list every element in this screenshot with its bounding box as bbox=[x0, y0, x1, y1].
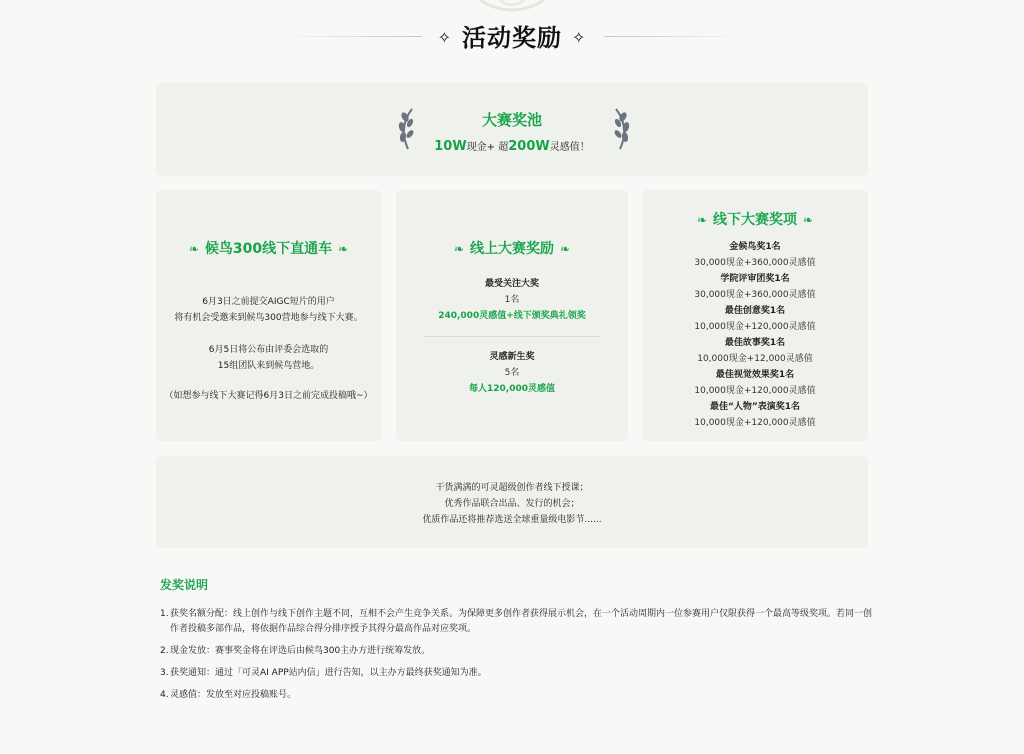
award-notes-list bbox=[160, 607, 872, 703]
laurel-icon bbox=[396, 107, 416, 151]
divider bbox=[424, 336, 600, 337]
award-prize: 每人120,000灵感值 bbox=[469, 384, 555, 394]
award-name: 灵感新生奖 bbox=[489, 352, 535, 362]
desc-line: 6月3日之前提交AIGC短片的用户 bbox=[202, 297, 335, 307]
award-notes-title: 发奖说明 bbox=[160, 578, 209, 592]
award-group bbox=[396, 276, 628, 324]
offline-pass-desc-1 bbox=[156, 294, 381, 326]
award-count: 5名 bbox=[504, 368, 520, 378]
online-awards-card bbox=[396, 190, 628, 441]
offline-awards-list bbox=[642, 239, 868, 431]
sparkle-icon: ✧ bbox=[572, 28, 587, 47]
award-prize: 30,000现金+360,000灵感值 bbox=[694, 258, 816, 268]
list-item-text: 获奖通知：通过「可灵AI APP站内信」进行告知，以主办方最终获奖通知为准。 bbox=[170, 668, 487, 678]
list-item-text: 获奖名额分配：线上创作与线下创作主题不同，互相不会产生竞争关系。为保障更多创作者获得展示机会，在一个活动周期内一位参赛用户仅限获得一个最高等级奖项。若同一创作者投稿多部作品，将依据作品综合得分排序授予其得分最高作品对应奖项。 bbox=[170, 609, 873, 634]
offline-awards-card bbox=[642, 190, 868, 441]
sparkle-icon: ✧ bbox=[437, 28, 452, 47]
list-item-text: 灵感值：发放至对应投稿账号。 bbox=[170, 690, 297, 700]
prize-points-amount: 200W bbox=[508, 139, 550, 154]
award-name: 金候鸟奖1名 bbox=[729, 242, 781, 252]
benefit-line: 优质作品还将推荐选送全球重量级电影节...... bbox=[422, 515, 602, 525]
award-notes bbox=[160, 576, 872, 710]
award-count: 1名 bbox=[504, 295, 520, 305]
desc-line: 6月5日将公布由评委会选取的 bbox=[208, 345, 329, 355]
benefit-line: 优秀作品联合出品、发行的机会； bbox=[444, 499, 580, 509]
offline-pass-note: （如想参与线下大赛记得6月3日之前完成投稿哦~） bbox=[164, 391, 373, 401]
award-name: 最佳“人物”表演奖1名 bbox=[709, 402, 801, 412]
list-item bbox=[160, 666, 872, 681]
prize-text-b: 灵感值！ bbox=[549, 142, 590, 153]
offline-awards-title bbox=[642, 209, 868, 229]
desc-line: 15组团队来到候鸟营地。 bbox=[217, 361, 320, 371]
prize-pool-subtitle bbox=[156, 138, 868, 154]
leaf-icon: ❧ bbox=[560, 242, 571, 256]
leaf-icon: ❧ bbox=[453, 242, 464, 256]
list-item-number: 3. bbox=[160, 668, 169, 678]
award-name: 最佳创意奖1名 bbox=[724, 306, 786, 316]
leaf-icon: ❧ bbox=[696, 213, 707, 227]
list-item bbox=[160, 688, 872, 703]
prize-cash-amount: 10W bbox=[434, 139, 467, 154]
award-prize: 10,000现金+12,000灵感值 bbox=[697, 354, 813, 364]
award-prize: 10,000现金+120,000灵感值 bbox=[694, 322, 816, 332]
online-awards-title-text: 线上大赛奖励 bbox=[470, 241, 554, 257]
prize-pool-card bbox=[156, 83, 868, 176]
award-prize: 240,000灵感值+线下颁奖典礼领奖 bbox=[438, 311, 586, 321]
section-title bbox=[0, 18, 1024, 53]
list-item bbox=[160, 644, 872, 659]
award-name: 最佳视觉效果奖1名 bbox=[715, 370, 795, 380]
desc-line: 将有机会受邀来到候鸟300营地参与线下大赛。 bbox=[174, 313, 363, 323]
award-prize: 10,000现金+120,000灵感值 bbox=[694, 418, 816, 428]
award-name: 最佳故事奖1名 bbox=[724, 338, 786, 348]
leaf-icon: ❧ bbox=[338, 242, 349, 256]
list-item-text: 现金发放：赛事奖金将在评选后由候鸟300主办方进行统筹发放。 bbox=[170, 646, 431, 656]
online-awards-title bbox=[396, 238, 628, 258]
prize-pool-title: 大赛奖池 bbox=[481, 111, 542, 129]
list-item-number: 4. bbox=[160, 690, 169, 700]
benefits-card bbox=[156, 456, 868, 548]
award-group bbox=[396, 349, 628, 397]
laurel-icon bbox=[612, 107, 632, 151]
leaf-icon: ❧ bbox=[188, 242, 199, 256]
award-prize: 10,000现金+120,000灵感值 bbox=[694, 386, 816, 396]
award-name: 学院评审团奖1名 bbox=[720, 274, 790, 284]
offline-pass-desc-2 bbox=[156, 342, 381, 374]
offline-awards-title-text: 线下大赛奖项 bbox=[713, 212, 797, 228]
award-name: 最受关注大奖 bbox=[484, 279, 539, 289]
offline-pass-title bbox=[156, 238, 381, 258]
offline-pass-card bbox=[156, 190, 381, 441]
leaf-icon: ❧ bbox=[803, 213, 814, 227]
award-prize: 30,000现金+360,000灵感值 bbox=[694, 290, 816, 300]
offline-pass-title-text: 候鸟300线下直通车 bbox=[204, 241, 333, 257]
section-title-text: 活动奖励 bbox=[462, 24, 562, 52]
benefit-line: 干货满满的可灵超级创作者线下授课； bbox=[435, 483, 589, 493]
list-item-number: 1. bbox=[160, 609, 169, 619]
list-item bbox=[160, 607, 872, 637]
prize-text-a: 现金+ 超 bbox=[466, 142, 509, 153]
list-item-number: 2. bbox=[160, 646, 169, 656]
